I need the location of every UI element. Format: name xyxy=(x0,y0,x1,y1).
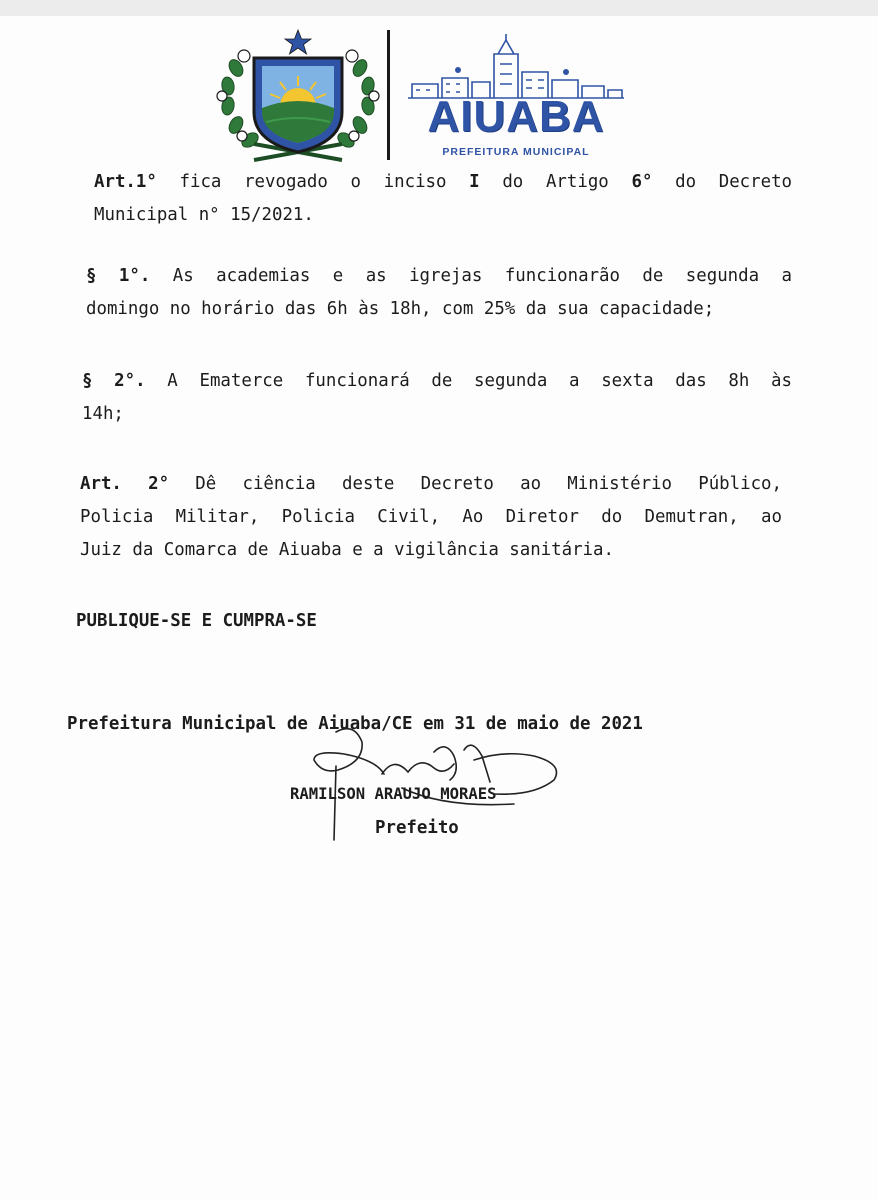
article-1-line-2: Municipal n° 15/2021. xyxy=(94,205,314,225)
article-1-inciso: I xyxy=(469,172,480,192)
aiuaba-logo xyxy=(398,32,634,164)
paragraph-2-label: § 2°. xyxy=(82,371,146,391)
place-and-date: Prefeitura Municipal de Aiuaba/CE em 31 de maio de 2021 xyxy=(67,714,643,734)
article-1-label: Art.1° xyxy=(94,172,157,192)
paragraph-2-line-1 xyxy=(82,365,792,398)
closing-statement: PUBLIQUE-SE E CUMPRA-SE xyxy=(76,611,317,631)
paragraph-1-line-2: domingo no horário das 6h às 18h, com 25% da sua capacidade; xyxy=(86,299,715,319)
document-page xyxy=(0,16,878,1200)
article-2 xyxy=(80,468,782,567)
paragraph-1-text: As academias e as igrejas funcionarão de segunda a xyxy=(150,266,792,286)
logo-title: AIUABA xyxy=(427,92,605,141)
article-1-article-number: 6° xyxy=(631,172,653,192)
paragraph-2-line-2: 14h; xyxy=(82,404,124,424)
logo-subtitle: PREFEITURA MUNICIPAL xyxy=(442,146,590,158)
article-2-line-1 xyxy=(80,468,782,501)
article-1-text-b: do Artigo xyxy=(479,172,632,192)
article-2-line-3: Juiz da Comarca de Aiuaba e a vigilância sanitária. xyxy=(80,540,614,560)
top-margin-strip xyxy=(0,0,878,16)
signatory-name: RAMILSON ARAUJO MORAES xyxy=(290,785,497,803)
municipal-coat-of-arms-icon xyxy=(214,28,382,164)
header-divider xyxy=(387,30,390,160)
signatory-role: Prefeito xyxy=(375,818,459,838)
article-1-text-c: do Decreto xyxy=(652,172,793,192)
letterhead xyxy=(0,16,878,166)
article-2-text: Dê ciência deste Decreto ao Ministério Público, xyxy=(169,474,782,494)
paragraph-1 xyxy=(86,260,792,326)
article-1 xyxy=(94,166,792,232)
paragraph-2-text: A Ematerce funcionará de segunda a sexta das 8h às xyxy=(145,371,792,391)
paragraph-1-label: § 1°. xyxy=(86,266,151,286)
article-1-text-a: fica revogado o inciso xyxy=(156,172,470,192)
paragraph-1-line-1 xyxy=(86,260,792,293)
paragraph-2 xyxy=(82,365,792,431)
article-1-line-1 xyxy=(94,166,792,199)
article-2-label: Art. 2° xyxy=(80,474,170,494)
article-2-line-2: Policia Militar, Policia Civil, Ao Diretor do Demutran, ao xyxy=(80,507,782,527)
